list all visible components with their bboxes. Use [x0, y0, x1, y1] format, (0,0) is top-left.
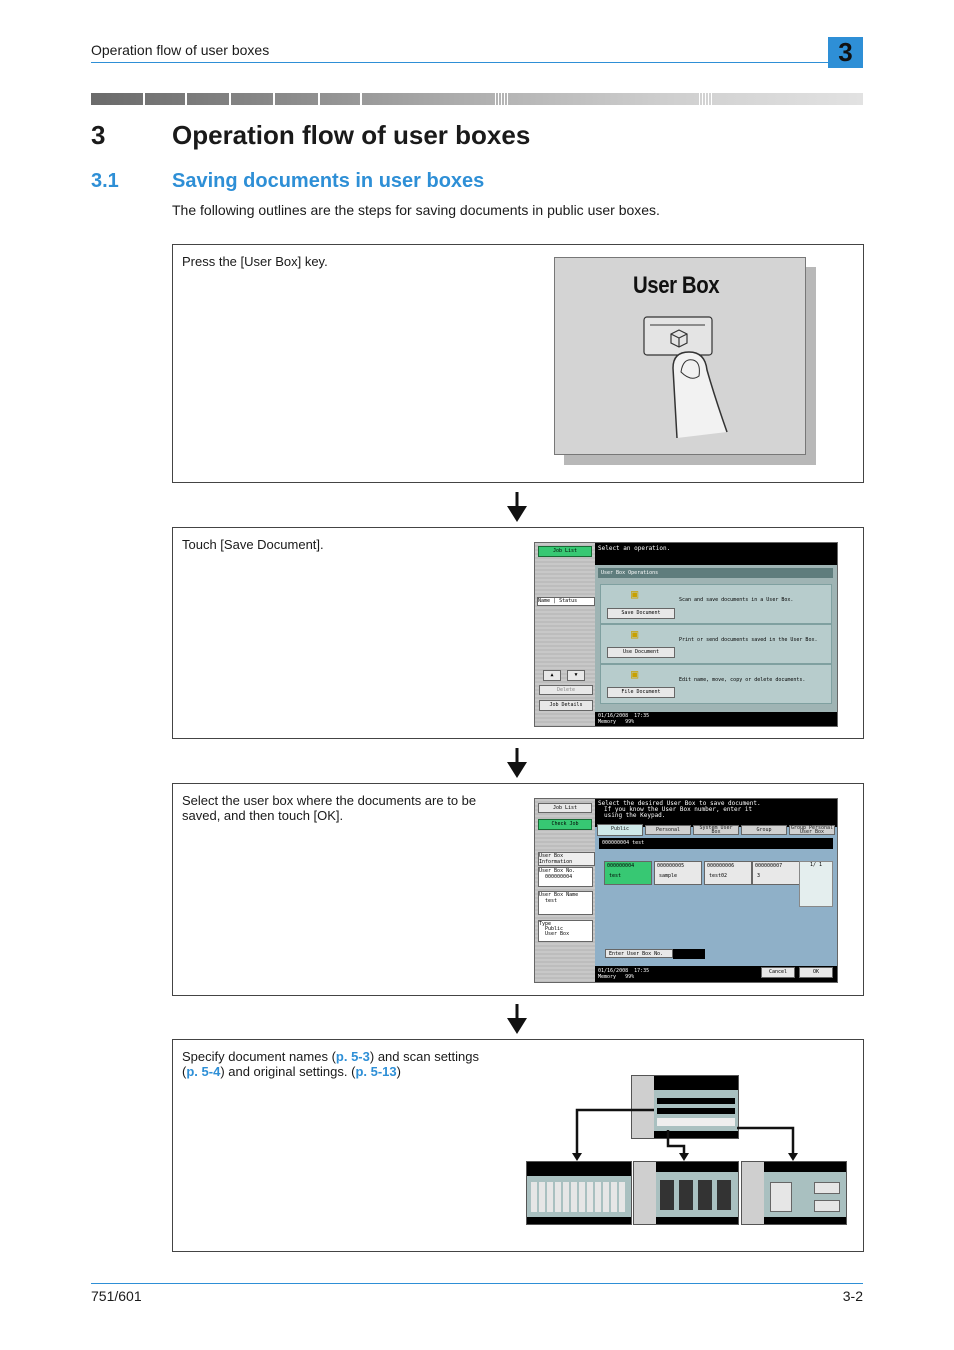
- flow-connector-arrows-icon: [560, 1100, 860, 1165]
- file-document-description: Edit name, move, copy or delete documents.: [679, 677, 806, 683]
- gradient-stripes: [699, 93, 713, 105]
- user-box-no-value: 000000004: [545, 874, 573, 880]
- user-box-type-field: [538, 920, 593, 942]
- box-name: test: [609, 873, 622, 879]
- tab-group-personal[interactable]: Group Personal User Box: [790, 825, 834, 835]
- step-4-text-part: ) and original settings. (: [220, 1064, 356, 1079]
- gradient-divider: [360, 93, 362, 105]
- enter-user-box-no-button[interactable]: Enter User Box No.: [605, 949, 673, 958]
- chapter-badge: 3: [828, 37, 863, 68]
- screen-sidebar: [535, 543, 595, 726]
- running-title: Operation flow of user boxes: [91, 42, 270, 58]
- gradient-stripes: [495, 93, 509, 105]
- tab-public[interactable]: Public: [597, 824, 643, 836]
- message-line-3: using the Keypad.: [604, 812, 666, 819]
- screen-message: Select an operation.: [595, 543, 837, 565]
- file-document-icon: ▣: [631, 667, 639, 681]
- original-option: [770, 1182, 792, 1212]
- use-document-icon: ▣: [631, 627, 639, 641]
- use-document-row: [600, 624, 832, 664]
- save-document-description: Scan and save documents in a User Box.: [679, 597, 794, 603]
- thumbnail-sidebar: [634, 1162, 656, 1224]
- check-job-button[interactable]: Check Job: [538, 819, 592, 830]
- user-box-key-illustration: [554, 257, 806, 455]
- original-option: [814, 1200, 840, 1212]
- intro-paragraph: The following outlines are the steps for saving documents in public user boxes.: [172, 202, 660, 218]
- box-name: test02: [709, 873, 728, 879]
- flow-down-arrow-icon: [507, 748, 527, 778]
- step-1-text: Press the [User Box] key.: [182, 254, 328, 269]
- step-2-text: Touch [Save Document].: [182, 537, 324, 552]
- gradient-divider: [143, 93, 145, 105]
- thumbnail-footer: [527, 1217, 631, 1224]
- message-line-2: If you know the User Box number, enter it: [604, 806, 753, 813]
- job-details-button[interactable]: Job Details: [539, 700, 593, 711]
- status-column: Status: [559, 598, 578, 604]
- user-box-no-field: [538, 867, 593, 887]
- decorative-gradient-bar: [91, 93, 863, 105]
- scroll-up-button[interactable]: ▲: [543, 670, 561, 681]
- tab-group[interactable]: Group: [741, 825, 787, 835]
- section-title: Saving documents in user boxes: [172, 170, 485, 192]
- user-box-tile[interactable]: [704, 861, 752, 885]
- gradient-divider: [229, 93, 231, 105]
- box-number: 000000005: [657, 863, 685, 869]
- step-4-text: [182, 1049, 492, 1079]
- user-box-type-value: Public User Box: [545, 926, 570, 937]
- user-box-no-label: User Box No.: [539, 868, 576, 874]
- user-box-type-label: Type: [539, 921, 552, 927]
- job-list-button[interactable]: Job List: [538, 803, 592, 813]
- footer-memory-value: 99%: [625, 719, 635, 725]
- file-document-button[interactable]: File Document: [607, 687, 675, 698]
- thumbnail-footer: [764, 1217, 846, 1224]
- job-list-button[interactable]: Job List: [538, 546, 592, 557]
- box-number: 000000006: [707, 863, 735, 869]
- user-box-tile[interactable]: [654, 861, 702, 885]
- screen-message: [595, 799, 837, 827]
- footer-page-number: 3-2: [842, 1288, 863, 1304]
- thumbnail-message-bar: [654, 1076, 738, 1090]
- selected-box-line: 000000004 test: [599, 838, 833, 849]
- thumbnail-sidebar: [742, 1162, 764, 1224]
- box-number: 000000007: [755, 863, 783, 869]
- scan-settings-thumbnail: [633, 1161, 739, 1225]
- finger-pressing-key-icon: [555, 258, 805, 454]
- step-4-text-part: Specify document names (: [182, 1049, 336, 1064]
- user-box-tile[interactable]: [604, 861, 652, 885]
- page-link-5-4[interactable]: p. 5-4: [186, 1064, 221, 1079]
- box-name: sample: [659, 873, 678, 879]
- tab-system-user-box[interactable]: System User Box: [693, 825, 739, 835]
- footer-date: 01/16/2008: [598, 713, 629, 719]
- box-name: 3: [757, 873, 761, 879]
- page-link-5-3[interactable]: p. 5-3: [335, 1049, 370, 1064]
- footer-rule: [91, 1283, 863, 1284]
- scroll-down-button[interactable]: ▼: [567, 670, 585, 681]
- step-4-text-part: ) and scan settings (: [182, 1049, 479, 1079]
- ok-button[interactable]: OK: [799, 967, 833, 978]
- footer-memory-value: 99%: [625, 974, 635, 980]
- original-settings-thumbnail: [741, 1161, 847, 1225]
- user-box-info-label: User Box Information: [538, 852, 595, 866]
- gradient-divider: [318, 93, 320, 105]
- footer-model: 751/601: [91, 1288, 142, 1304]
- thumbnail-footer: [656, 1217, 738, 1224]
- scan-option-buttons: [660, 1180, 734, 1210]
- user-box-operations-screen: [534, 542, 838, 727]
- message-line-1: Select the desired User Box to save document.: [598, 800, 761, 807]
- box-number: 000000004: [607, 863, 635, 869]
- footer-time: 17:35: [634, 713, 650, 719]
- user-box-tile[interactable]: [752, 861, 800, 885]
- footer-time: 17:35: [634, 968, 650, 974]
- user-box-name-label: User Box Name: [539, 892, 579, 898]
- keyboard-keys: [531, 1182, 627, 1212]
- flow-down-arrow-icon: [507, 1004, 527, 1034]
- page-link-5-13[interactable]: p. 5-13: [355, 1064, 397, 1079]
- gradient-divider: [185, 93, 187, 105]
- step-4-text-part: ): [396, 1064, 401, 1079]
- delete-button[interactable]: Delete: [539, 685, 593, 695]
- use-document-description: Print or send documents saved in the User Box.: [679, 637, 818, 643]
- use-document-button[interactable]: Use Document: [607, 647, 675, 658]
- gradient-divider: [273, 93, 275, 105]
- operations-panel-title: User Box Operations: [598, 568, 833, 578]
- footer-memory: [598, 719, 834, 725]
- tab-personal[interactable]: Personal: [645, 825, 691, 835]
- save-document-button[interactable]: Save Document: [607, 608, 675, 619]
- page-indicator: 1/ 1: [799, 861, 833, 907]
- user-box-name-field: [538, 891, 593, 915]
- document-name-keyboard-thumbnail: [526, 1161, 632, 1225]
- screen-footer: [595, 712, 837, 726]
- flow-down-arrow-icon: [507, 492, 527, 522]
- file-document-row: [600, 664, 832, 704]
- footer-memory-label: Memory: [598, 719, 617, 725]
- select-user-box-screen: [534, 798, 838, 983]
- save-document-icon: ▣: [631, 587, 639, 601]
- user-box-name-value: test: [545, 898, 558, 904]
- job-table-header: Name | Status: [537, 597, 595, 606]
- step-3-text: Select the user box where the documents are to be saved, and then touch [OK].: [182, 793, 477, 823]
- name-column: Name: [538, 598, 551, 604]
- user-box-no-input[interactable]: [673, 949, 705, 959]
- section-number: 3.1: [91, 170, 119, 192]
- original-option: [814, 1182, 840, 1194]
- footer-memory-label: Memory: [598, 974, 617, 980]
- chapter-number: 3: [91, 120, 106, 150]
- chapter-title: Operation flow of user boxes: [172, 120, 531, 150]
- footer-date: 01/16/2008: [598, 968, 629, 974]
- header-rule: [91, 62, 863, 63]
- cancel-button[interactable]: Cancel: [761, 967, 795, 978]
- user-box-key-label: User Box: [633, 272, 720, 299]
